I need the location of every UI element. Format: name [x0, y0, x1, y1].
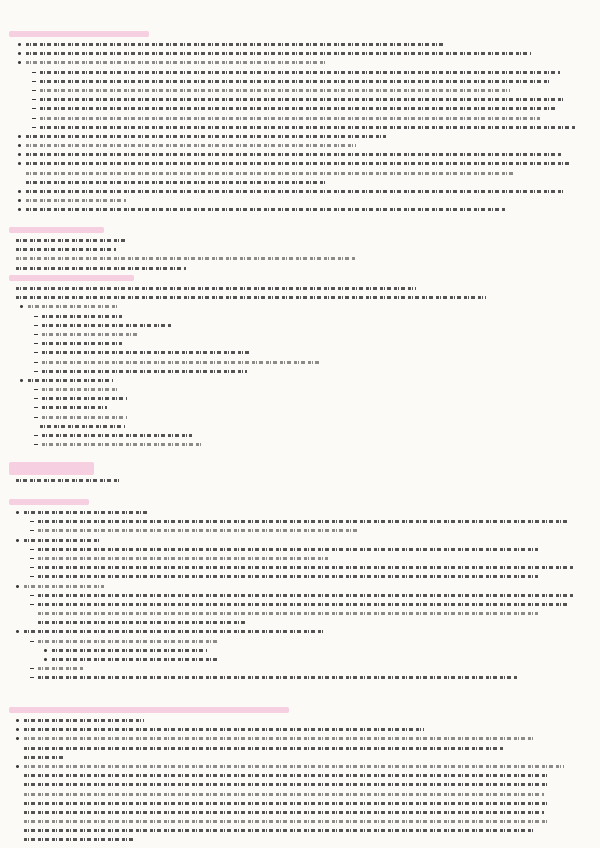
illegible-handwriting-line: [38, 640, 218, 643]
illegible-handwriting-line: [24, 585, 104, 588]
note-line: [12, 169, 588, 178]
illegible-handwriting-line: [42, 434, 192, 437]
illegible-handwriting-line: [42, 406, 107, 409]
dash-marker: [30, 530, 34, 531]
heading-highlight: [9, 499, 89, 505]
illegible-handwriting-line: [24, 811, 544, 814]
note-line: [12, 68, 588, 77]
illegible-handwriting-line: [16, 296, 486, 299]
illegible-handwriting-line: [38, 575, 538, 578]
note-line: [12, 95, 588, 104]
section: [12, 494, 588, 683]
note-line: [12, 385, 588, 394]
illegible-handwriting-line: [40, 107, 555, 110]
dash-marker: [34, 398, 38, 399]
dash-marker: [34, 435, 38, 436]
illegible-handwriting-line: [24, 774, 549, 777]
illegible-handwriting-line: [38, 621, 248, 624]
note-line: [12, 348, 588, 357]
note-line: [12, 302, 588, 311]
section-heading: [12, 462, 588, 476]
note-line: [12, 753, 588, 762]
illegible-handwriting-line: [26, 181, 326, 184]
illegible-handwriting-line: [38, 676, 518, 679]
note-line: [12, 254, 588, 263]
illegible-handwriting-line: [42, 315, 122, 318]
note-line: [12, 582, 588, 591]
bullet-marker: [16, 728, 19, 731]
illegible-handwriting-line: [38, 667, 83, 670]
note-line: [12, 245, 588, 254]
illegible-handwriting-line: [40, 89, 510, 92]
illegible-handwriting-line: [38, 557, 328, 560]
note-line: [12, 77, 588, 86]
illegible-handwriting-line: [26, 172, 516, 175]
note-line: [12, 725, 588, 734]
dash-marker: [32, 118, 36, 119]
bullet-marker: [18, 61, 21, 64]
note-line: [12, 526, 588, 535]
illegible-handwriting-line: [16, 239, 126, 242]
dash-marker: [30, 641, 34, 642]
illegible-handwriting-line: [38, 612, 538, 615]
heading-highlight: [9, 462, 94, 475]
dash-marker: [34, 407, 38, 408]
note-line: [12, 284, 588, 293]
note-line: [12, 104, 588, 113]
illegible-handwriting-line: [40, 71, 560, 74]
illegible-handwriting-line: [42, 361, 322, 364]
illegible-handwriting-line: [24, 783, 549, 786]
illegible-handwriting-line: [16, 479, 121, 482]
dash-marker: [34, 343, 38, 344]
note-line: [12, 431, 588, 440]
dash-marker: [30, 558, 34, 559]
dash-marker: [32, 99, 36, 100]
note-line: [12, 150, 588, 159]
note-line: [12, 123, 588, 132]
bullet-marker: [16, 539, 19, 542]
illegible-handwriting-line: [38, 529, 358, 532]
note-line: [12, 114, 588, 123]
note-line: [12, 554, 588, 563]
note-line: [12, 367, 588, 376]
illegible-handwriting-line: [24, 511, 149, 514]
note-line: [12, 196, 588, 205]
illegible-handwriting-line: [28, 305, 118, 308]
dash-marker: [30, 576, 34, 577]
note-line: [12, 563, 588, 572]
dash-marker: [34, 325, 38, 326]
illegible-handwriting-line: [26, 135, 386, 138]
note-line: [12, 545, 588, 554]
illegible-handwriting-line: [26, 208, 506, 211]
bullet-marker: [18, 190, 21, 193]
section: [12, 702, 588, 845]
section-heading: [12, 702, 588, 716]
note-line: [12, 817, 588, 826]
illegible-handwriting-line: [24, 838, 134, 841]
bullet-marker: [44, 658, 47, 661]
note-line: [12, 673, 588, 682]
bullet-marker: [16, 511, 19, 514]
note-line: [12, 403, 588, 412]
note-line: [12, 517, 588, 526]
dash-marker: [32, 108, 36, 109]
illegible-handwriting-line: [42, 397, 127, 400]
note-line: [12, 637, 588, 646]
illegible-handwriting-line: [24, 630, 324, 633]
note-line: [12, 376, 588, 385]
note-line: [12, 49, 588, 58]
illegible-handwriting-line: [40, 126, 575, 129]
illegible-handwriting-line: [26, 43, 446, 46]
dash-marker: [34, 389, 38, 390]
illegible-handwriting-line: [38, 603, 568, 606]
illegible-handwriting-line: [26, 199, 126, 202]
illegible-handwriting-line: [52, 658, 217, 661]
note-line: [12, 627, 588, 636]
note-line: [12, 58, 588, 67]
dash-marker: [30, 668, 34, 669]
bullet-marker: [16, 585, 19, 588]
dash-marker: [34, 362, 38, 363]
note-line: [12, 330, 588, 339]
illegible-handwriting-line: [38, 594, 573, 597]
note-line: [12, 141, 588, 150]
section-heading: [12, 222, 588, 236]
note-line: [12, 293, 588, 302]
note-line: [12, 808, 588, 817]
bullet-marker: [20, 305, 23, 308]
illegible-handwriting-line: [42, 443, 202, 446]
note-line: [12, 86, 588, 95]
section: [12, 222, 588, 273]
illegible-handwriting-line: [16, 287, 416, 290]
note-line: [12, 572, 588, 581]
bullet-marker: [18, 52, 21, 55]
illegible-handwriting-line: [42, 388, 117, 391]
dash-marker: [30, 595, 34, 596]
illegible-handwriting-line: [24, 802, 549, 805]
bullet-marker: [18, 144, 21, 147]
dash-marker: [32, 90, 36, 91]
illegible-handwriting-line: [24, 820, 549, 823]
illegible-handwriting-line: [28, 379, 113, 382]
bullet-marker: [16, 765, 19, 768]
dash-marker: [30, 549, 34, 550]
note-line: [12, 734, 588, 743]
bullet-marker: [44, 649, 47, 652]
page-title-row: [14, 4, 586, 24]
dash-marker: [30, 677, 34, 678]
illegible-handwriting-line: [42, 342, 122, 345]
illegible-handwriting-line: [38, 566, 573, 569]
note-line: [12, 826, 588, 835]
illegible-handwriting-line: [24, 737, 534, 740]
note-line: [12, 358, 588, 367]
note-line: [12, 394, 588, 403]
heading-highlight: [9, 31, 149, 37]
illegible-handwriting-line: [24, 829, 534, 832]
bullet-marker: [20, 379, 23, 382]
bullet-marker: [18, 199, 21, 202]
note-line: [12, 790, 588, 799]
section-heading: [12, 270, 588, 284]
bullet-marker: [18, 162, 21, 165]
note-line: [12, 339, 588, 348]
note-line: [12, 440, 588, 449]
note-line: [12, 655, 588, 664]
dash-marker: [34, 316, 38, 317]
bullet-marker: [16, 630, 19, 633]
illegible-handwriting-line: [24, 747, 504, 750]
note-line: [12, 422, 588, 431]
bullet-marker: [18, 153, 21, 156]
bullet-marker: [18, 208, 21, 211]
bullet-marker: [16, 719, 19, 722]
illegible-handwriting-line: [40, 80, 550, 83]
illegible-handwriting-line: [26, 190, 564, 193]
illegible-handwriting-line: [42, 370, 247, 373]
illegible-handwriting-line: [24, 728, 424, 731]
illegible-handwriting-line: [42, 351, 252, 354]
bullet-marker: [16, 737, 19, 740]
illegible-handwriting-line: [24, 539, 99, 542]
note-line: [12, 205, 588, 214]
illegible-handwriting-line: [24, 765, 564, 768]
note-line: [12, 159, 588, 168]
illegible-handwriting-line: [26, 61, 326, 64]
note-line: [12, 40, 588, 49]
note-line: [12, 780, 588, 789]
dash-marker: [30, 567, 34, 568]
illegible-handwriting-line: [40, 98, 565, 101]
note-line: [12, 600, 588, 609]
dash-marker: [32, 127, 36, 128]
illegible-handwriting-line: [24, 719, 144, 722]
dash-marker: [30, 521, 34, 522]
illegible-handwriting-line: [16, 257, 356, 260]
section-heading: [12, 26, 588, 40]
heading-highlight: [9, 227, 104, 233]
dash-marker: [30, 604, 34, 605]
note-line: [12, 321, 588, 330]
note-line: [12, 187, 588, 196]
illegible-handwriting-line: [24, 793, 544, 796]
dash-marker: [34, 417, 38, 418]
illegible-handwriting-line: [26, 162, 571, 165]
illegible-handwriting-line: [52, 649, 207, 652]
illegible-handwriting-line: [26, 153, 561, 156]
note-line: [12, 178, 588, 187]
note-line: [12, 609, 588, 618]
dash-marker: [32, 81, 36, 82]
note-line: [12, 508, 588, 517]
note-line: [12, 744, 588, 753]
dash-marker: [34, 334, 38, 335]
dash-marker: [34, 444, 38, 445]
note-line: [12, 716, 588, 725]
note-line: [12, 476, 588, 485]
illegible-handwriting-line: [42, 416, 127, 419]
illegible-handwriting-line: [42, 333, 137, 336]
dash-marker: [34, 352, 38, 353]
bullet-marker: [18, 135, 21, 138]
illegible-handwriting-line: [24, 756, 64, 759]
dash-marker: [34, 371, 38, 372]
note-line: [12, 835, 588, 844]
note-line: [12, 799, 588, 808]
illegible-handwriting-line: [42, 324, 172, 327]
note-line: [12, 618, 588, 627]
illegible-handwriting-line: [26, 52, 531, 55]
illegible-handwriting-line: [40, 117, 540, 120]
note-line: [12, 591, 588, 600]
note-line: [12, 536, 588, 545]
note-line: [12, 762, 588, 771]
note-line: [12, 664, 588, 673]
dash-marker: [32, 72, 36, 73]
note-line: [12, 236, 588, 245]
illegible-handwriting-line: [38, 548, 538, 551]
section-heading: [12, 494, 588, 508]
note-line: [12, 413, 588, 422]
illegible-handwriting-line: [16, 248, 116, 251]
section: [12, 26, 588, 215]
illegible-handwriting-line: [38, 520, 568, 523]
section: [12, 270, 588, 449]
note-line: [12, 132, 588, 141]
note-line: [12, 771, 588, 780]
section: [12, 462, 588, 485]
heading-highlight: [9, 275, 134, 281]
note-line: [12, 312, 588, 321]
illegible-handwriting-line: [40, 425, 125, 428]
bullet-marker: [18, 43, 21, 46]
note-line: [12, 646, 588, 655]
illegible-handwriting-line: [26, 144, 356, 147]
heading-highlight: [9, 707, 289, 713]
